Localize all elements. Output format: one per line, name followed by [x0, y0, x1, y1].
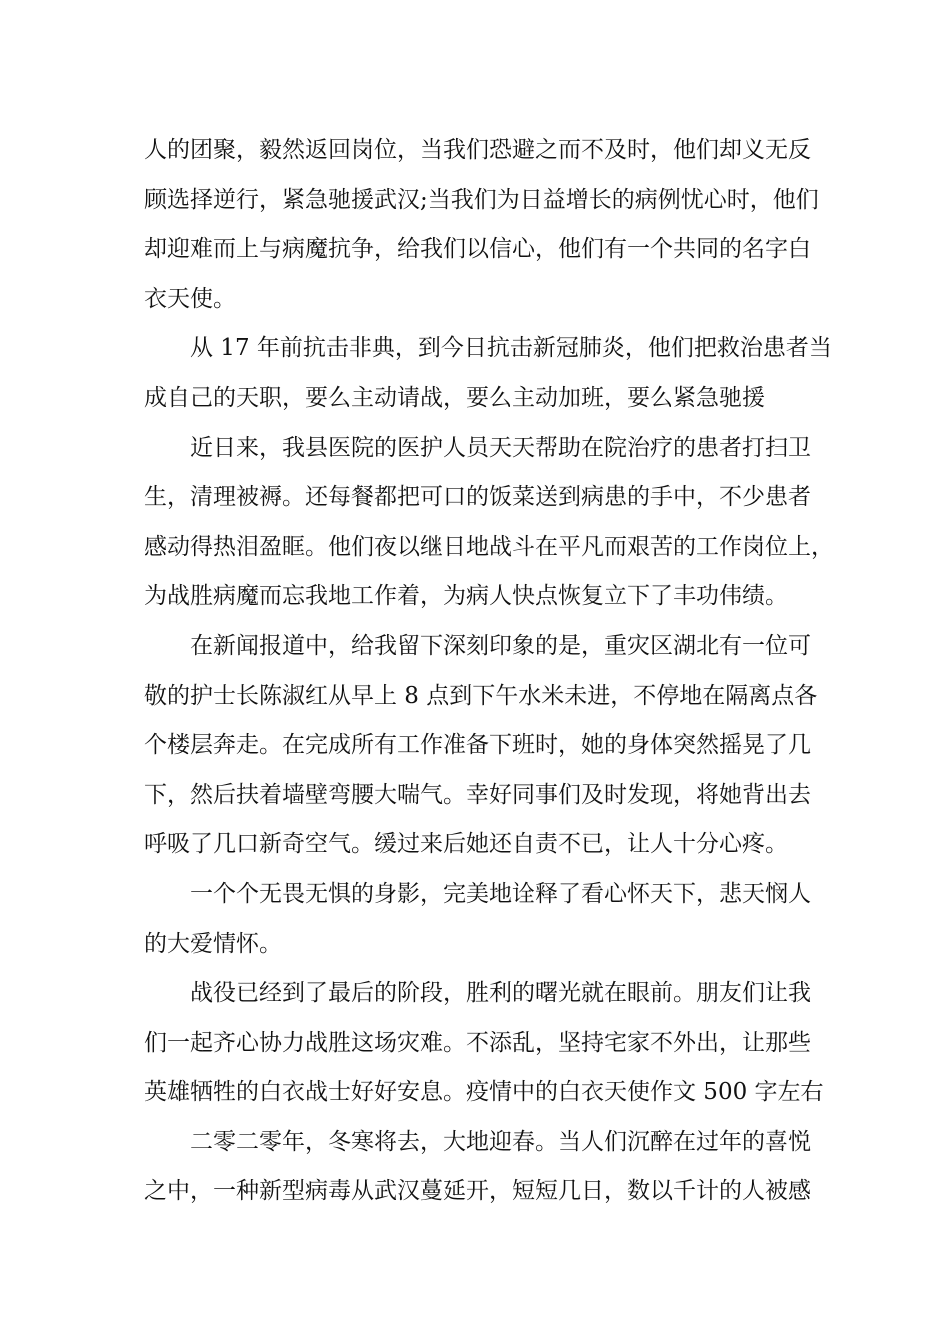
- paragraph-first-line: 从 17 年前抗击非典，到今日抗击新冠肺炎，他们把救治患者当: [190, 335, 832, 362]
- text-line: 衣天使。: [144, 285, 236, 312]
- text-line: 下，然后扶着墙壁弯腰大喘气。幸好同事们及时发现，将她背出去: [144, 781, 811, 808]
- paragraph-first-line: 在新闻报道中，给我留下深刻印象的是，重灾区湖北有一位可: [190, 632, 811, 659]
- text-line: 的大爱情怀。: [144, 930, 282, 957]
- text-line: 敬的护士长陈淑红从早上 8 点到下午水米未进，不停地在隔离点各: [144, 682, 818, 709]
- text-line: 们一起齐心协力战胜这场灾难。不添乱，坚持宅家不外出，让那些: [144, 1029, 811, 1056]
- text-line: 成自己的天职，要么主动请战，要么主动加班，要么紧急驰援: [144, 384, 765, 411]
- paragraph-first-line: 战役已经到了最后的阶段，胜利的曙光就在眼前。朋友们让我: [190, 980, 811, 1007]
- text-line: 却迎难而上与病魔抗争，给我们以信心，他们有一个共同的名字白: [144, 236, 811, 263]
- text-line: 呼吸了几口新奇空气。缓过来后她还自责不已，让人十分心疼。: [144, 831, 788, 858]
- text-line: 为战胜病魔而忘我地工作着，为病人快点恢复立下了丰功伟绩。: [144, 583, 788, 610]
- paragraph-first-line: 近日来，我县医院的医护人员天天帮助在院治疗的患者打扫卫: [190, 434, 811, 461]
- text-line: 顾选择逆行，紧急驰援武汉;当我们为日益增长的病例忧心时，他们: [144, 186, 819, 213]
- text-line: 人的团聚，毅然返回岗位，当我们恐避之而不及时，他们却义无反: [144, 137, 811, 163]
- text-line: 生，清理被褥。还每餐都把可口的饭菜送到病患的手中，不少患者: [144, 484, 811, 511]
- paragraph-first-line: 二零二零年，冬寒将去，大地迎春。当人们沉醉在过年的喜悦: [190, 1128, 811, 1155]
- document-body: [144, 126, 834, 1217]
- text-line: 感动得热泪盈眶。他们夜以继日地战斗在平凡而艰苦的工作岗位上，: [144, 533, 834, 560]
- paragraph-first-line: 一个个无畏无惧的身影，完美地诠释了看心怀天下，悲天悯人: [190, 880, 811, 907]
- text-line: 之中，一种新型病毒从武汉蔓延开，短短几日，数以千计的人被感: [144, 1178, 811, 1205]
- text-line: 个楼层奔走。在完成所有工作准备下班时，她的身体突然摇晃了几: [144, 732, 811, 759]
- text-line: 英雄牺牲的白衣战士好好安息。疫情中的白衣天使作文 500 字左右: [144, 1079, 824, 1106]
